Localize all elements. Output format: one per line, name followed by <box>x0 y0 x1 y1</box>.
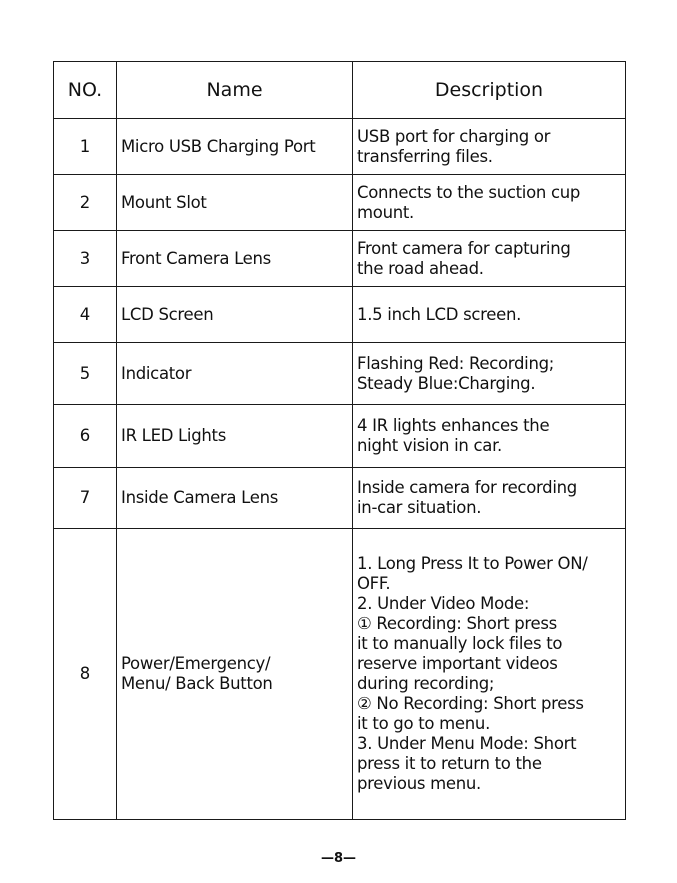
description-line: OFF. <box>357 574 391 593</box>
description-line: during recording; <box>357 674 495 693</box>
table-header-row <box>54 62 626 119</box>
row-description <box>353 119 626 175</box>
description-line: 2. Under Video Mode: <box>357 594 530 613</box>
row-number: 4 <box>54 287 117 343</box>
description-line: press it to return to the <box>357 754 542 773</box>
description-line: Flashing Red: Recording; <box>357 353 555 373</box>
row-name: Front Camera Lens <box>117 231 353 287</box>
row-description <box>353 175 626 231</box>
row-number: 2 <box>54 175 117 231</box>
spec-table <box>53 61 626 820</box>
row-number: 3 <box>54 231 117 287</box>
description-line: reserve important videos <box>357 654 558 673</box>
row-description <box>353 529 626 820</box>
name-line: Power/Emergency/ <box>121 654 271 673</box>
row-number: 5 <box>54 343 117 405</box>
header-no: NO. <box>54 62 117 119</box>
description-line: transferring files. <box>357 146 493 166</box>
description-line: night vision in car. <box>357 436 502 455</box>
description-line: ① Recording: Short press <box>357 614 557 633</box>
description-line: mount. <box>357 202 414 222</box>
header-name: Name <box>117 62 353 119</box>
row-description <box>353 343 626 405</box>
table-row <box>54 119 626 175</box>
table-row <box>54 231 626 287</box>
row-description <box>353 231 626 287</box>
row-number: 6 <box>54 405 117 468</box>
description-line: previous menu. <box>357 774 481 793</box>
row-name: Indicator <box>117 343 353 405</box>
row-name: Mount Slot <box>117 175 353 231</box>
table-row <box>54 287 626 343</box>
page-number: —8— <box>320 851 357 866</box>
row-number: 7 <box>54 468 117 529</box>
table-row <box>54 343 626 405</box>
row-name: Micro USB Charging Port <box>117 119 353 175</box>
description-line: it to go to menu. <box>357 714 491 733</box>
description-line: 3. Under Menu Mode: Short <box>357 734 577 753</box>
row-number: 8 <box>54 529 117 820</box>
row-name: LCD Screen <box>117 287 353 343</box>
name-line: Menu/ Back Button <box>121 674 273 693</box>
row-name <box>117 529 353 820</box>
row-number: 1 <box>54 119 117 175</box>
description-line: Front camera for capturing <box>357 238 571 258</box>
table-row <box>54 468 626 529</box>
row-description <box>353 405 626 468</box>
description-line: it to manually lock files to <box>357 634 563 653</box>
description-line: USB port for charging or <box>357 126 551 146</box>
description-line: in-car situation. <box>357 498 482 517</box>
table-row <box>54 529 626 820</box>
table-row <box>54 175 626 231</box>
description-line: Inside camera for recording <box>357 478 577 497</box>
table-row <box>54 405 626 468</box>
description-line: ② No Recording: Short press <box>357 694 584 713</box>
header-description: Description <box>353 62 626 119</box>
row-name: IR LED Lights <box>117 405 353 468</box>
description-line: 1.5 inch LCD screen. <box>357 304 522 324</box>
description-line: 1. Long Press It to Power ON/ <box>357 554 588 573</box>
description-line: the road ahead. <box>357 258 484 278</box>
description-line: Steady Blue:Charging. <box>357 373 536 393</box>
description-line: Connects to the suction cup <box>357 182 581 202</box>
description-line: 4 IR lights enhances the <box>357 416 550 435</box>
row-description <box>353 287 626 343</box>
row-description <box>353 468 626 529</box>
row-name: Inside Camera Lens <box>117 468 353 529</box>
